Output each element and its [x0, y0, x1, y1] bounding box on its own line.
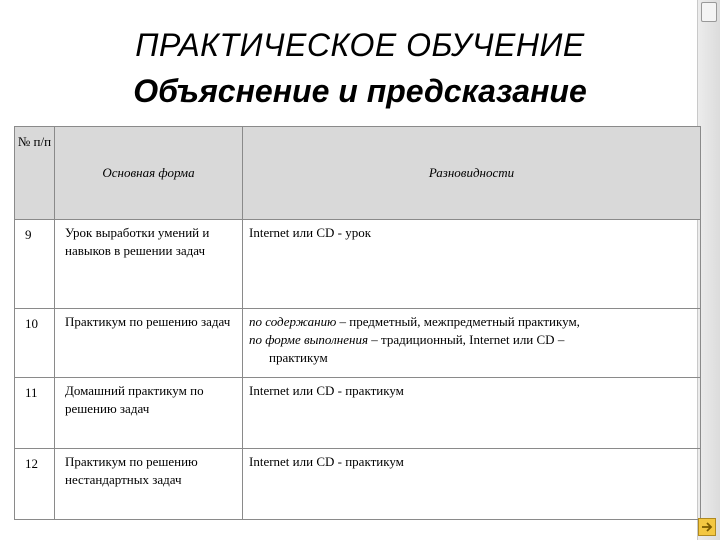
- row-num: 10: [15, 309, 55, 378]
- row-kind: Internet или CD - практикум: [243, 378, 701, 449]
- header-form: Основная форма: [55, 127, 243, 220]
- row-form: Домашний практикум по решению задач: [55, 378, 243, 449]
- row-kind: Internet или CD - урок: [243, 220, 701, 309]
- row-form: Урок выработки умений и навыков в решении задач: [55, 220, 243, 309]
- row-num: 11: [15, 378, 55, 449]
- row-kind: [243, 309, 701, 378]
- row-num: 12: [15, 449, 55, 520]
- slide-title: ПРАКТИЧЕСКОЕ ОБУЧЕНИЕ: [135, 27, 585, 63]
- kind-content-text: – предметный, межпредметный практикум,: [336, 314, 580, 329]
- forward-arrow-icon[interactable]: [698, 518, 716, 536]
- table-row: [15, 309, 701, 378]
- kind-content-label: по содержанию: [249, 314, 337, 329]
- kind-form-text: – традиционный, Internet или CD –: [367, 332, 565, 347]
- table-row: [15, 449, 701, 520]
- row-form: Практикум по решению задач: [55, 309, 243, 378]
- forms-table: [14, 126, 701, 520]
- row-num: 9: [15, 220, 55, 309]
- page-corner-icon: [701, 2, 717, 22]
- slide-subtitle: Объяснение и предсказание: [133, 73, 587, 109]
- row-form: Практикум по решению нестандартных задач: [55, 449, 243, 520]
- kind-form-label: по форме выполнения: [249, 332, 368, 347]
- table-header-row: [15, 127, 701, 220]
- table-row: [15, 378, 701, 449]
- table-row: [15, 220, 701, 309]
- header-kind: Разновидности: [243, 127, 701, 220]
- row-kind: Internet или CD - практикум: [243, 449, 701, 520]
- kind-practicum-text: практикум: [269, 350, 328, 365]
- header-num: № п/п: [15, 127, 55, 220]
